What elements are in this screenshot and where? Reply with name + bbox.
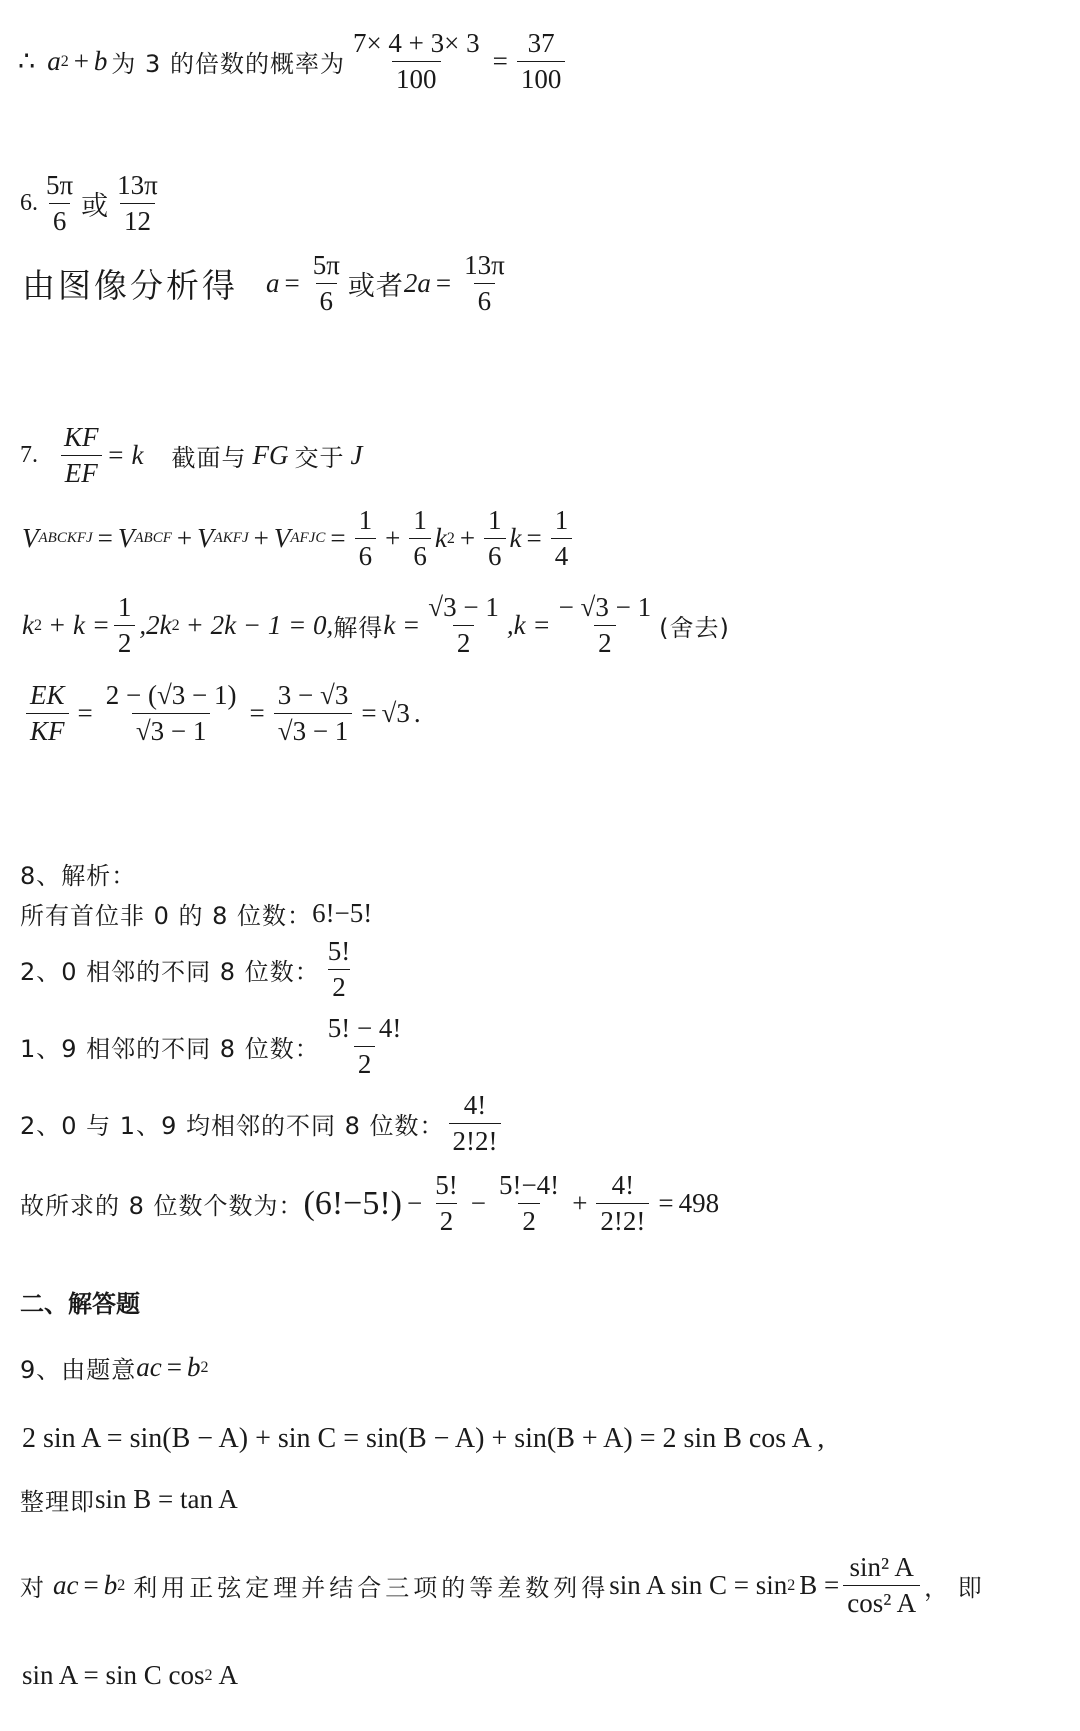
sqrt-icon (382, 698, 397, 728)
q6-answer-line (20, 170, 166, 237)
result-value: 498 (678, 1188, 720, 1219)
q9-sine-law-line: 对 ac = b 2 利用正弦定理并结合三项的等差数列得 sin A sin C = sin 2 B = $\frac{\text{sin² A}}{\text{cos² A}}$ ， 即 (20, 1552, 983, 1619)
fraction: $\frac{1}{6}$ (409, 505, 431, 572)
fraction: $\frac{5\pi}{6}$ (46, 170, 74, 237)
equals-sign: = (284, 268, 300, 299)
plus-sign: + (73, 46, 89, 77)
var-a: a (47, 46, 61, 77)
section-text: 截面与 (171, 444, 247, 473)
q5-probability-line (18, 28, 569, 95)
fraction: $\frac{- √ 3 - 1}{2}$ (555, 592, 656, 659)
equals-sign: = (492, 46, 508, 77)
sqrt-icon (581, 592, 596, 622)
fraction: $\frac{5!-4!}{2}$ (498, 1170, 560, 1237)
fraction: 2 − ( √ 3 − 1) √ 3 − 1 (102, 680, 241, 747)
sqrt-icon (157, 680, 172, 710)
q8-heading: 8、解析： (20, 862, 137, 890)
analysis-text: 由图像分析得 (22, 266, 238, 306)
equals-k: = k (106, 440, 144, 471)
q9-final-line: sin A = sin C cos 2 A (22, 1660, 239, 1690)
intersect-text: 交于 (294, 444, 345, 473)
fraction: $\frac{5! - 4!}{2}$ (327, 1013, 402, 1080)
fraction: $\frac{4!}{2!2!}$ (596, 1170, 649, 1237)
q8-final-line: 故所求的 8 位数个数为： (6!−5!) − $\frac{5!}{2}$ − $\frac{5!-4!}{2}$ + $\frac{4!}{2!2!}$ = 498 (20, 1170, 720, 1237)
fraction: $\frac{5\pi}{6}$ (312, 250, 340, 317)
fraction: $\frac{KF}{EF}$ (60, 422, 103, 489)
q7-volume-line: V ABCKFJ = V ABCF + V AKFJ + V AFJC = $\frac{1}{6}$ + $\frac{1}{6}$ k 2 + $\frac{1}{6}$ k = $\frac{1}{4}$ (22, 505, 576, 572)
fraction: √ $\frac{3 - 1}{2}$ (424, 592, 503, 659)
sqrt-icon (136, 716, 151, 746)
q7-ratio-line (20, 422, 362, 489)
q9-sine-identity-line: 2 sin A = sin(B − A) + sin C = sin(B − A) + sin(B + A) = 2 sin B cos A , (22, 1423, 825, 1454)
equals-sign: = (435, 268, 452, 299)
fraction: $\frac{1}{2}$ (114, 592, 136, 659)
fraction: 3 − √ 3 √ 3 − 1 (274, 680, 353, 747)
solve-text: 解得 (333, 614, 384, 643)
or-text: 或 (81, 191, 110, 223)
var-a: a (266, 268, 280, 299)
q8-line1: 所有首位非 0 的 8 位数： 6!−5! (20, 898, 373, 930)
discard-text: (舍去) (659, 614, 730, 643)
fraction: $\frac{5!}{2}$ (327, 936, 351, 1003)
fraction: $\frac{7\times 4 + 3\times 3}{100}$ (352, 28, 480, 95)
q6-analysis-line (22, 250, 513, 317)
q8-line3: 1、9 相邻的不同 8 位数： $\frac{5! - 4!}{2}$ (20, 1013, 409, 1080)
fraction: $\frac{1}{4}$ (551, 505, 573, 572)
point-j: J (350, 440, 363, 471)
section-heading: 二、解答题 (20, 1290, 140, 1318)
q8-line2: 2、0 相邻的不同 8 位数： $\frac{5!}{2}$ (20, 936, 358, 1003)
fraction: $\frac{\text{sin² A}}{\text{cos² A}}$ (843, 1552, 920, 1619)
fraction: $\frac{1}{6}$ (484, 505, 506, 572)
segment-fg: FG (252, 440, 289, 471)
exponent: 2 (60, 52, 69, 70)
var-b: b (93, 46, 108, 77)
fraction: $\frac{EK}{KF}$ (26, 680, 69, 747)
q9-intro-line: 9、由题意 ac = b 2 (20, 1352, 209, 1384)
q7-ek-ratio-line: $\frac{EK}{KF}$ = 2 − ( √ 3 − 1) √ 3 − 1 = 3 − √ 3 √ 3 − 1 = √ 3 . (22, 680, 421, 747)
q7-solve-line: k 2 + k = $\frac{1}{2}$ ,2k 2 + 2k − 1 = 0, 解得 k = √ $\frac{3 - 1}{2}$ ,k = $\frac{- √ 3 - 1}{2}$ (舍去) (22, 592, 730, 659)
coefficient: 2a (403, 268, 431, 299)
fraction: $\frac{4!}{2!2!}$ (449, 1090, 502, 1157)
fraction: $\frac{13\pi}{12}$ (117, 170, 158, 237)
sqrt-icon (428, 592, 443, 622)
q9-simplify-line: 整理即 sin B = tan A (20, 1484, 238, 1516)
fraction: $\frac{5!}{2}$ (435, 1170, 458, 1237)
or-text: 或者 (347, 271, 404, 303)
q8-line4: 2、0 与 1、9 均相邻的不同 8 位数： $\frac{4!}{2!2!}$ (20, 1090, 505, 1157)
question-number: 6. (20, 190, 38, 217)
question-number: 7. (20, 442, 38, 469)
sqrt-icon (320, 680, 335, 710)
probability-text: 为 3 的倍数的概率为 (111, 50, 345, 79)
fraction: $\frac{13\pi}{6}$ (464, 250, 505, 317)
sqrt-icon (278, 716, 293, 746)
therefore-symbol: ∴ (18, 46, 36, 77)
fraction: $\frac{37}{100}$ (517, 28, 566, 95)
fraction: $\frac{1}{6}$ (355, 505, 377, 572)
